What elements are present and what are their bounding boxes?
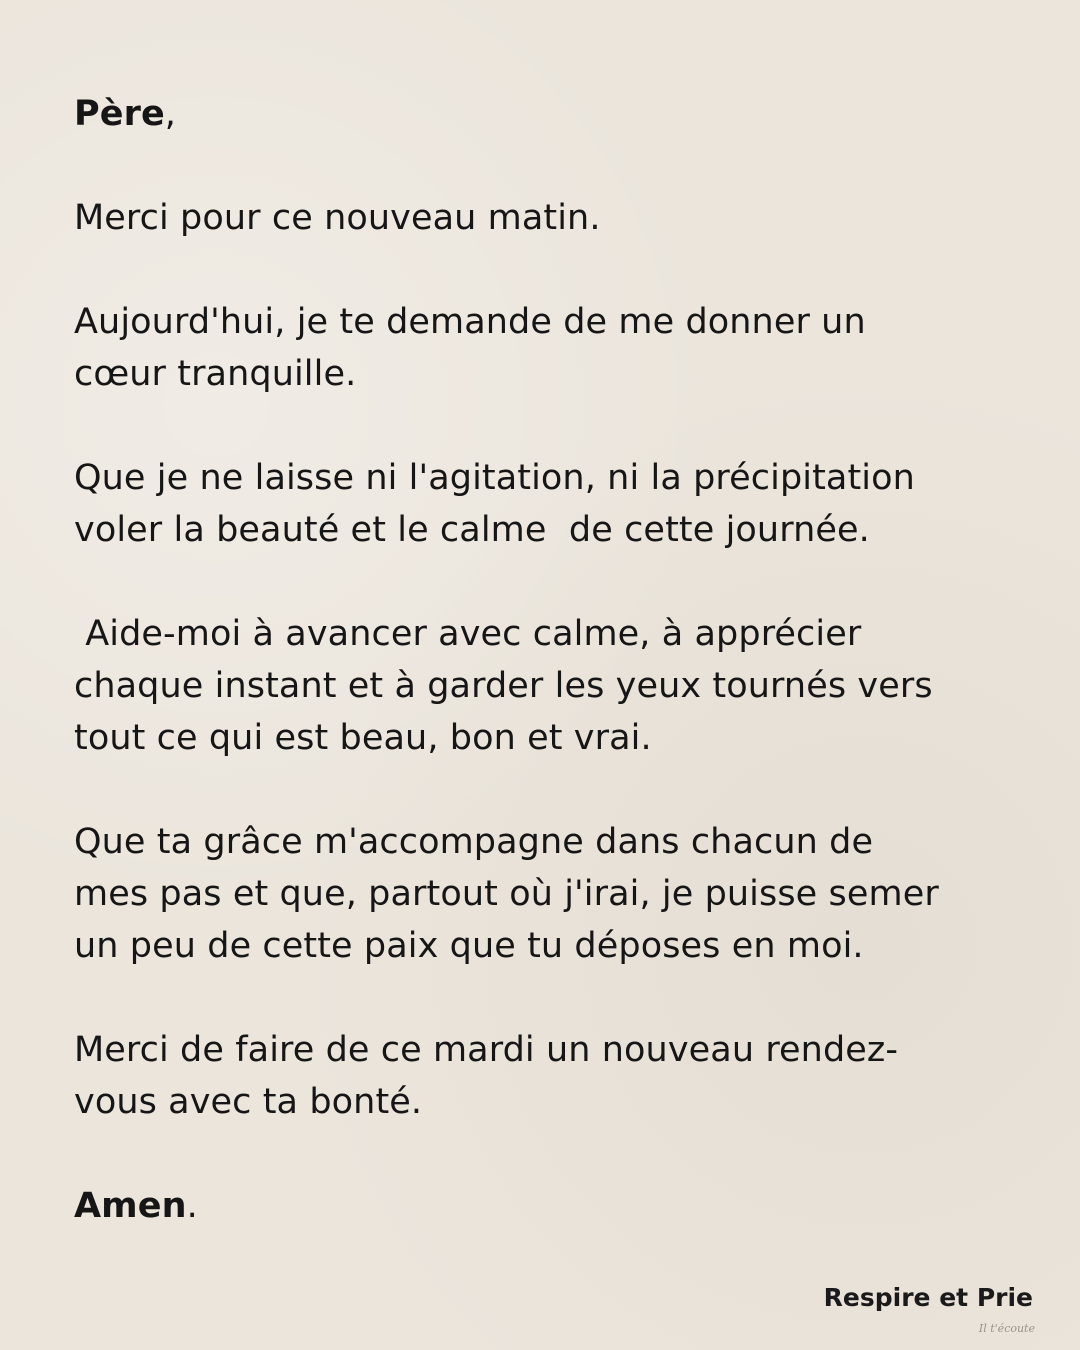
paragraph-help (74, 608, 1034, 764)
paragraph-line: tout ce qui est beau, bon et vrai. (74, 718, 652, 758)
prayer-text (74, 88, 1034, 1284)
paragraph-line: Merci de faire de ce mardi un nouveau rendez- (74, 1030, 899, 1070)
signature: Il t'écoute (978, 1322, 1035, 1335)
paragraph-request (74, 296, 1034, 400)
paragraph-line: voler la beauté et le calme de cette journée. (74, 510, 870, 550)
paragraph-calm (74, 452, 1034, 556)
paragraph-line: un peu de cette paix que tu déposes en moi. (74, 926, 864, 966)
paragraph-grace (74, 816, 1034, 972)
greeting (74, 88, 1034, 140)
closing-punctuation: . (186, 1186, 198, 1226)
paragraph-line: chaque instant et à garder les yeux tournés vers (74, 666, 933, 706)
greeting-punctuation: , (164, 94, 177, 134)
closing (74, 1180, 1034, 1232)
paragraph-line: Que je ne laisse ni l'agitation, ni la précipitation (74, 458, 915, 498)
paragraph-line: cœur tranquille. (74, 354, 357, 394)
paragraph-line: Aujourd'hui, je te demande de me donner un (74, 302, 866, 342)
paragraph-thanks (74, 192, 1034, 244)
paragraph-line: Aide-moi à avancer avec calme, à apprécier (74, 614, 862, 654)
greeting-name: Père (74, 94, 165, 134)
paragraph-line: Merci pour ce nouveau matin. (74, 198, 601, 238)
paragraph-line: vous avec ta bonté. (74, 1082, 423, 1122)
paragraph-tuesday (74, 1024, 1034, 1128)
closing-word: Amen (74, 1186, 187, 1226)
brand-name: Respire et Prie (823, 1283, 1033, 1312)
paragraph-line: mes pas et que, partout où j'irai, je puisse semer (74, 874, 939, 914)
paragraph-line: Que ta grâce m'accompagne dans chacun de (74, 822, 874, 862)
